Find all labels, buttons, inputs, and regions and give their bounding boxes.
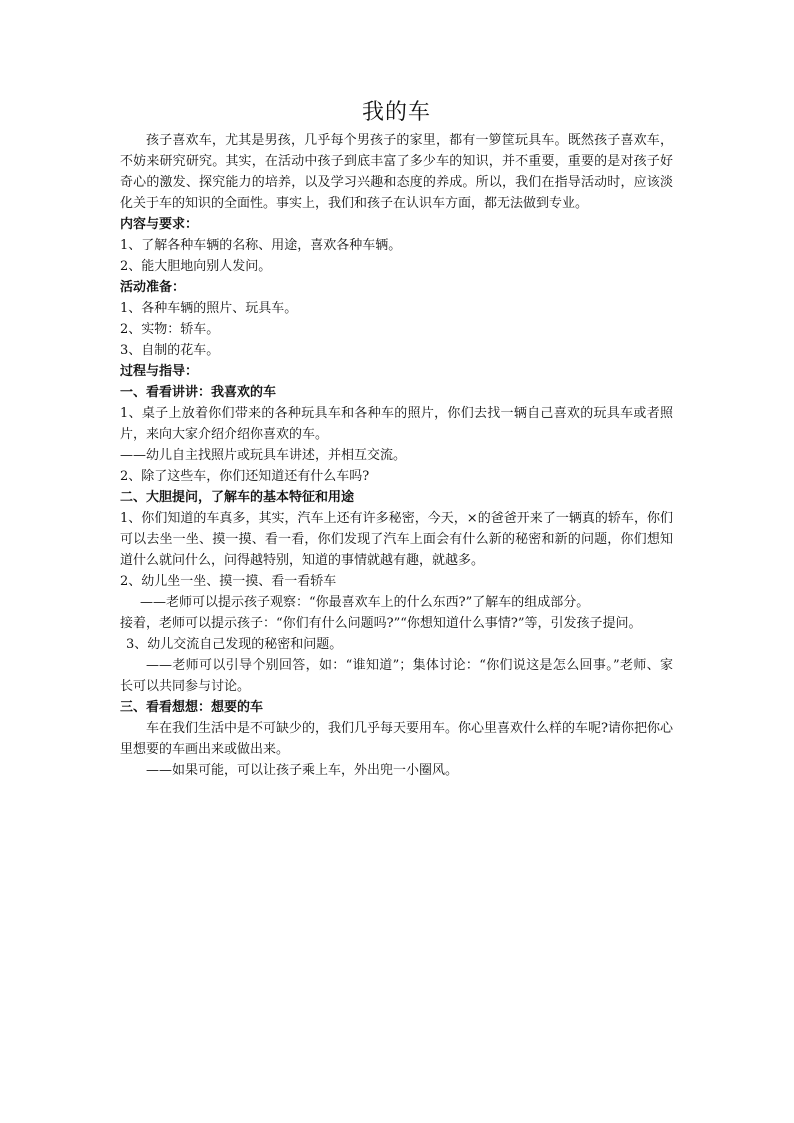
body-paragraph: 车在我们生活中是不可缺少的，我们几乎每天要用车。你心里喜欢什么样的车呢?请你把你心里想要的车画出来或做出来。: [120, 721, 673, 757]
note-paragraph: ——如果可能，可以让孩子乘上车，外出兜一小圈风。: [146, 763, 459, 778]
section-heading-process: 过程与指导：: [120, 364, 199, 379]
list-item: 3、自制的花车。: [120, 343, 220, 358]
list-item: 1、各种车辆的照片、玩具车。: [120, 301, 298, 316]
list-item: 1、你们知道的车真多，其实，汽车上还有许多秘密，今天，×的爸爸开来了一辆真的轿车，你们可以去坐一坐、摸一摸、看一看，你们发现了汽车上面会有什么新的秘密和新的问题，你们想知道什么就问什么，问得越特别，知道的事情就越有趣，就越多。: [120, 511, 673, 568]
subsection-heading-3: 三、看看想想：想要的车: [120, 700, 264, 715]
list-item: 1、了解各种车辆的名称、用途，喜欢各种车辆。: [120, 238, 402, 253]
list-item: 2、幼儿坐一坐、摸一摸、看一看轿车: [120, 574, 337, 589]
subsection-heading-1: 一、看看讲讲：我喜欢的车: [120, 385, 277, 400]
note-paragraph: ——老师可以引导个别回答，如：“谁知道”；集体讨论：“你们说这是怎么回事。”老师、家长可以共同参与讨论。: [120, 658, 673, 694]
subsection-heading-2: 二、大胆提问，了解车的基本特征和用途: [120, 490, 355, 505]
section-heading-content: 内容与要求：: [120, 217, 199, 232]
document-page: [120, 98, 673, 781]
body-paragraph: 接着，老师可以提示孩子：“你们有什么问题吗?”“你想知道什么事情?”等，引发孩子提问。: [120, 616, 642, 631]
note-paragraph: ——老师可以提示孩子观察：“你最喜欢车上的什么东西?”了解车的组成部分。: [140, 595, 590, 610]
list-item: 2、除了这些车，你们还知道还有什么车吗?: [120, 469, 370, 484]
list-item: 2、能大胆地向别人发问。: [120, 259, 272, 274]
intro-paragraph: 孩子喜欢车，尤其是男孩，几乎每个男孩子的家里，都有一箩筐玩具车。既然孩子喜欢车，不妨来研究研究。其实，在活动中孩子到底丰富了多少车的知识，并不重要，重要的是对孩子好奇心的激发、探究能力的培养，以及学习兴趣和态度的养成。所以，我们在指导活动时，应该淡化关于车的知识的全面性。事实上，我们和孩子在认识车方面，都无法做到专业。: [120, 133, 673, 211]
document-title: 我的车: [361, 100, 431, 125]
note-paragraph: ——幼儿自主找照片或玩具车讲述，并相互交流。: [120, 448, 407, 463]
list-item: 1、桌子上放着你们带来的各种玩具车和各种车的照片，你们去找一辆自己喜欢的玩具车或者照片，来向大家介绍介绍你喜欢的车。: [120, 406, 673, 442]
section-heading-preparation: 活动准备：: [120, 280, 186, 295]
list-item: 3、幼儿交流自己发现的秘密和问题。: [126, 637, 343, 652]
list-item: 2、实物：轿车。: [120, 322, 220, 337]
